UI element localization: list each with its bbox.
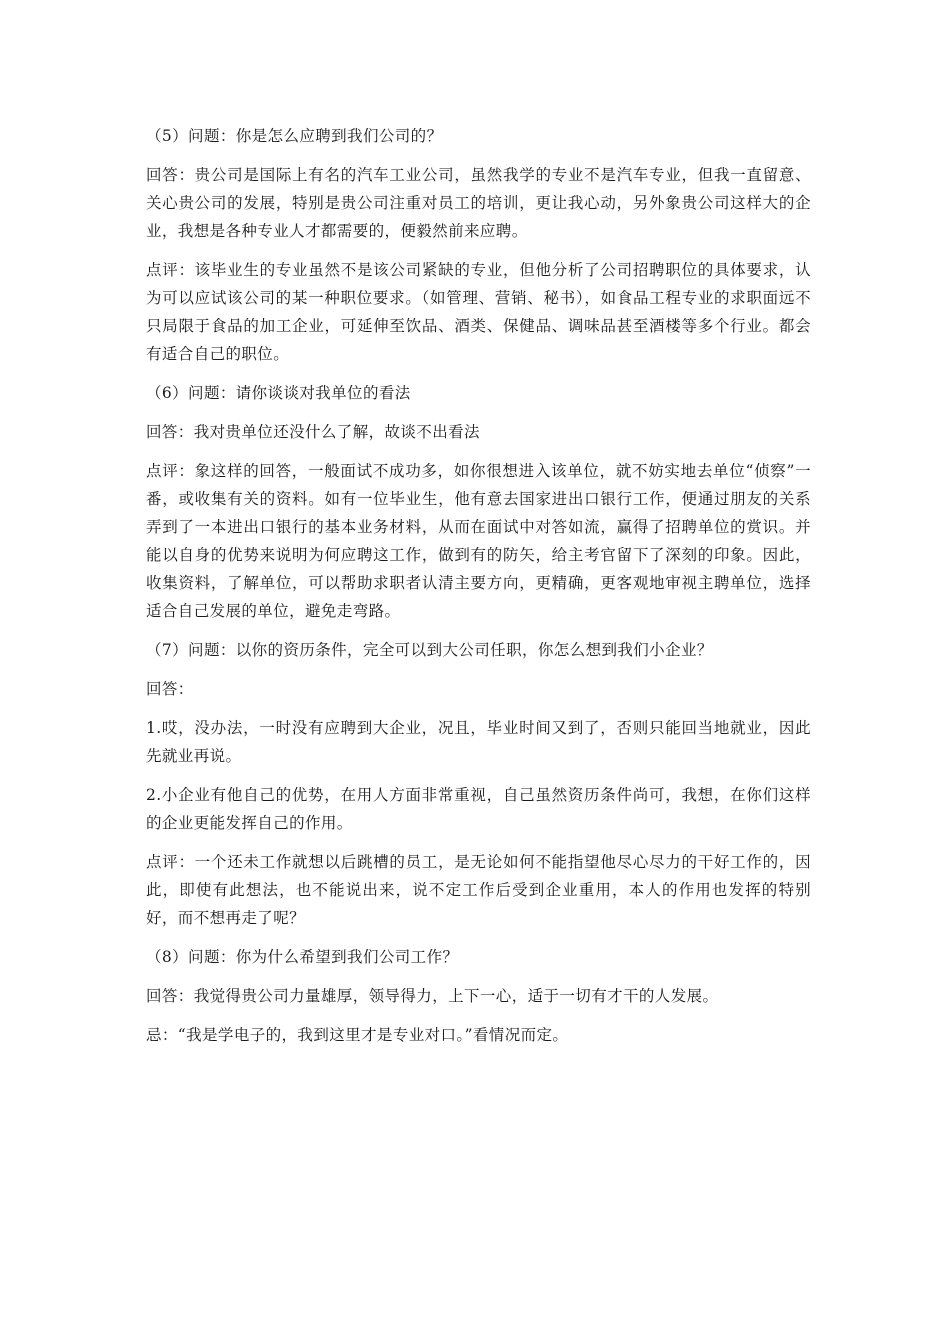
document-body <box>146 122 811 1060</box>
question-6: （6）问题：请你谈谈对我单位的看法 <box>146 384 411 402</box>
answer-7-option-1: 1.哎，没办法，一时没有应聘到大企业，况且，毕业时间又到了，否则只能回当地就业，因此先就业再说。 <box>146 719 811 765</box>
question-7: （7）问题：以你的资历条件，完全可以到大公司任职，你怎么想到我们小企业？ <box>146 641 713 659</box>
avoid-8: 忌：“我是学电子的，我到这里才是专业对口。”看情况而定。 <box>146 1026 569 1044</box>
answer-8: 回答：我觉得贵公司力量雄厚，领导得力，上下一心，适于一切有才干的人发展。 <box>146 987 719 1005</box>
question-8: （8）问题：你为什么希望到我们公司工作？ <box>146 948 459 966</box>
question-5: （5）问题：你是怎么应聘到我们公司的？ <box>146 127 443 145</box>
comment-7: 点评：一个还未工作就想以后跳槽的员工，是无论如何不能指望他尽心尽力的干好工作的，因此，即使有此想法，也不能说出来，说不定工作后受到企业重用，本人的作用也发挥的特别好，而不想再走了呢？ <box>146 853 811 927</box>
answer-5: 回答：贵公司是国际上有名的汽车工业公司，虽然我学的专业不是汽车专业，但我一直留意、关心贵公司的发展，特别是贵公司注重对员工的培训，更让我心动，另外象贵公司这样大的企业，我想是各种专业人才都需要的，便毅然前来应聘。 <box>146 166 811 240</box>
answer-7-label: 回答： <box>146 680 194 698</box>
comment-6: 点评：象这样的回答，一般面试不成功多，如你很想进入该单位，就不妨实地去单位“侦察”一番，或收集有关的资料。如有一位毕业生，他有意去国家进出口银行工作，便通过朋友的关系弄到了一本进出口银行的基本业务材料，从而在面试中对答如流，赢得了招聘单位的赏识。并能以自身的优势来说明为何应聘这工作，做到有的防矢，给主考官留下了深刻的印象。因此，收集资料，了解单位，可以帮助求职者认清主要方向，更精确，更客观地审视主聘单位，选择适合自己发展的单位，避免走弯路。 <box>146 462 811 620</box>
answer-7-option-2: 2.小企业有他自己的优势，在用人方面非常重视，自己虽然资历条件尚可，我想，在你们这样的企业更能发挥自己的作用。 <box>146 786 811 832</box>
comment-5: 点评：该毕业生的专业虽然不是该公司紧缺的专业，但他分析了公司招聘职位的具体要求，认为可以应试该公司的某一种职位要求。（如管理、营销、秘书），如食品工程专业的求职面远不只局限于食品的加工企业，可延伸至饮品、酒类、保健品、调味品甚至酒楼等多个行业。都会有适合自己的职位。 <box>146 261 811 363</box>
answer-6: 回答：我对贵单位还没什么了解，故谈不出看法 <box>146 423 480 441</box>
